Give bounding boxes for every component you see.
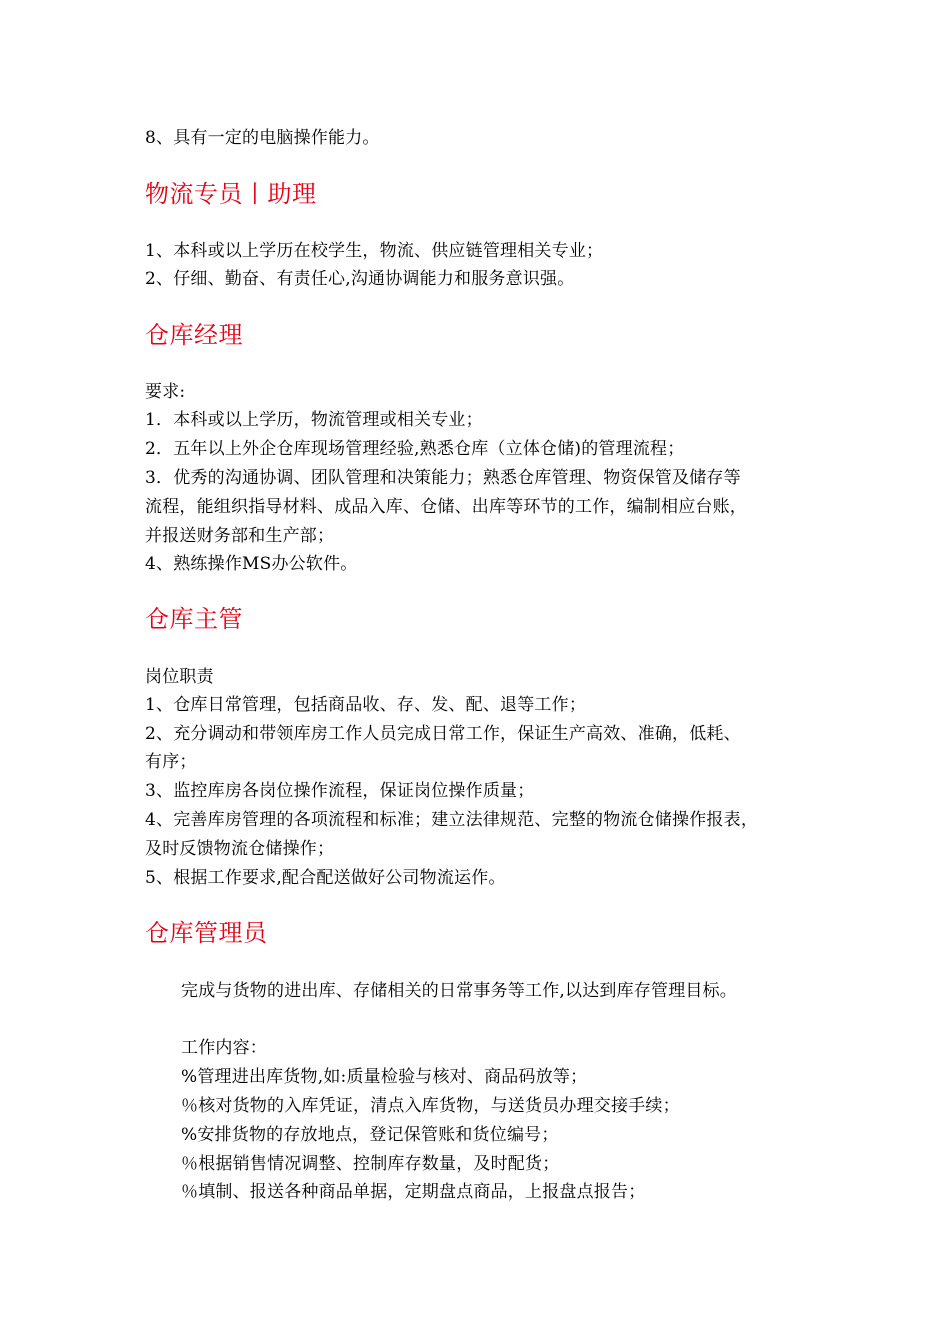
section-2-line-5: 流程，能组织指导材料、成品入库、仓储、出库等环节的工作，编制相应台账， [145,497,747,517]
section-title-logistics-specialist: 物流专员丨助理 [145,180,317,208]
section-3-line-7: 及时反馈物流仓储操作； [145,839,335,859]
section-1-line-2: 2、仔细、勤奋、有责任心,沟通协调能力和服务意识强。 [145,269,575,289]
section-2-line-7: 4、熟练操作MS办公软件。 [145,554,358,574]
section-title-warehouse-supervisor: 仓库主管 [145,605,243,633]
section-4-line-1: 完成与货物的进出库、存储相关的日常事务等工作,以达到库存管理目标。 [181,981,738,1001]
section-2-line-6: 并报送财务部和生产部； [145,526,335,546]
intro-line: 8、具有一定的电脑操作能力。 [145,128,380,148]
section-4-line-4: ％核对货物的入库凭证，清点入库货物，与送货员办理交接手续； [181,1096,680,1116]
section-2-line-1: 要求: [145,382,186,402]
section-3-line-8: 5、根据工作要求,配合配送做好公司物流运作。 [145,868,506,888]
section-3-line-3: 2、充分调动和带领库房工作人员完成日常工作，保证生产高效、准确，低耗、 [145,724,741,744]
section-3-line-2: 1、仓库日常管理，包括商品收、存、发、配、退等工作； [145,695,587,715]
section-3-line-5: 3、监控库房各岗位操作流程，保证岗位操作质量； [145,781,535,801]
section-2-line-4: 3．优秀的沟通协调、团队管理和决策能力；熟悉仓库管理、物资保管及储存等 [145,468,741,488]
section-4-line-6: ％根据销售情况调整、控制库存数量，及时配货； [181,1154,560,1174]
section-2-line-2: 1．本科或以上学历，物流管理或相关专业； [145,410,483,430]
section-3-line-6: 4、完善库房管理的各项流程和标准；建立法律规范、完整的物流仓储操作报表， [145,810,759,830]
section-2-line-3: 2．五年以上外企仓库现场管理经验,熟悉仓库（立体仓储)的管理流程； [145,439,685,459]
section-4-line-7: ％填制、报送各种商品单据，定期盘点商品，上报盘点报告； [181,1182,646,1202]
section-4-line-3: %管理进出库货物,如:质量检验与核对、商品码放等； [181,1067,588,1087]
section-3-line-4: 有序； [145,752,197,772]
section-title-warehouse-manager: 仓库经理 [145,321,243,349]
section-4-line-5: %安排货物的存放地点，登记保管账和货位编号； [181,1125,559,1145]
section-title-warehouse-keeper: 仓库管理员 [145,919,268,947]
section-3-line-1: 岗位职责 [145,667,214,687]
section-1-line-1: 1、本科或以上学历在校学生，物流、供应链管理相关专业； [145,241,604,261]
section-4-line-2: 工作内容： [181,1038,267,1058]
